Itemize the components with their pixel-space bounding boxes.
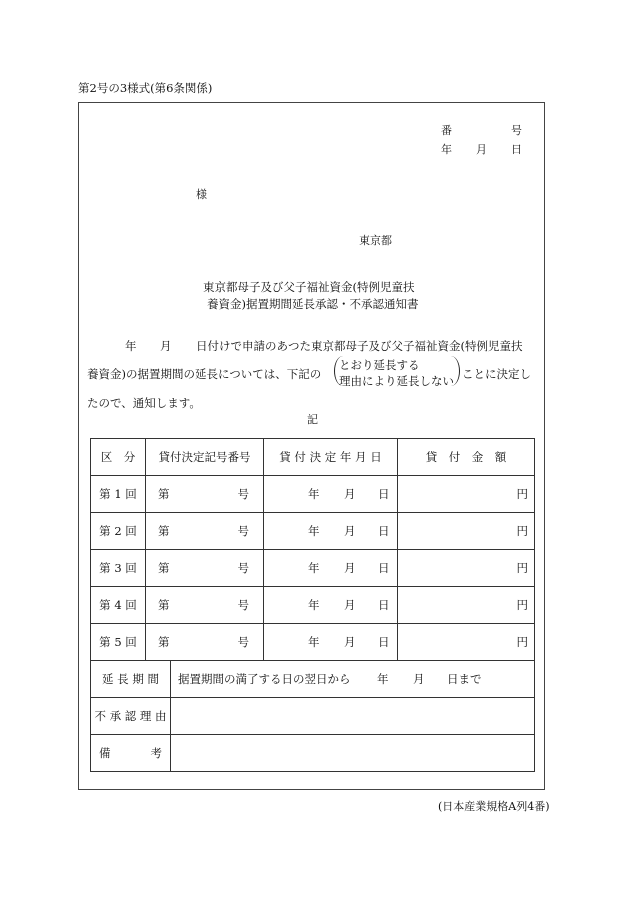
extension-label: 延 長 期 間 (91, 661, 171, 698)
extension-text: 据置期間の満了する日の翌日から (178, 672, 351, 686)
body-line-3: たので、通知します。 (87, 396, 201, 410)
date-month: 月 (476, 143, 487, 156)
extension-year: 年 (377, 672, 389, 686)
table-row (91, 550, 535, 587)
choice-not-extend: 理由により延長しない (339, 374, 454, 388)
year-text: 年 (308, 561, 320, 575)
remarks-label (91, 735, 171, 772)
table-header-row (91, 439, 535, 476)
row-label: 第 1 回 (91, 476, 146, 513)
table-row (91, 587, 535, 624)
day-text: 日 (378, 561, 390, 575)
paper-size-note: (日本産業規格A列4番) (438, 800, 550, 813)
loan-date-cell (264, 513, 398, 550)
loan-number-cell (146, 624, 264, 661)
month-text: 月 (344, 524, 356, 538)
amount-cell: 円 (398, 550, 535, 587)
number-label-1: 番 (441, 124, 452, 137)
dai-text: 第 (158, 635, 170, 649)
loan-table (90, 438, 535, 772)
table-row (91, 624, 535, 661)
row-label: 第 3 回 (91, 550, 146, 587)
body-year: 年 (125, 339, 137, 353)
dai-text: 第 (158, 598, 170, 612)
dai-text: 第 (158, 524, 170, 538)
amount-cell: 円 (398, 624, 535, 661)
year-text: 年 (308, 635, 320, 649)
year-text: 年 (308, 487, 320, 501)
go-text: 号 (237, 635, 249, 649)
loan-number-cell (146, 476, 264, 513)
extension-month: 月 (413, 672, 425, 686)
day-text: 日 (378, 635, 390, 649)
month-text: 月 (344, 561, 356, 575)
title-line-1: 東京都母子及び父子福祉資金(特例児童扶 (203, 280, 415, 294)
form-id: 第2号の3様式(第6条関係) (78, 81, 213, 95)
title-line-2: 養資金)据置期間延長承認・不承認通知書 (207, 297, 419, 311)
header-amount: 貸 付 金 額 (398, 439, 535, 476)
year-text: 年 (308, 524, 320, 538)
ki-heading: 記 (307, 413, 318, 426)
amount-cell: 円 (398, 587, 535, 624)
reason-value (171, 698, 535, 735)
loan-number-cell (146, 587, 264, 624)
issuer: 東京都 (359, 234, 392, 247)
extension-day-until: 日まで (447, 672, 482, 686)
dai-text: 第 (158, 487, 170, 501)
day-text: 日 (378, 598, 390, 612)
date-day: 日 (511, 143, 522, 156)
day-text: 日 (378, 487, 390, 501)
remarks-label-2: 考 (150, 746, 162, 760)
loan-number-cell (146, 513, 264, 550)
choice-extend: とおり延長する (339, 358, 420, 372)
row-label: 第 5 回 (91, 624, 146, 661)
loan-number-cell (146, 550, 264, 587)
row-label: 第 2 回 (91, 513, 146, 550)
body-line-1: 日付けで申請のあつた東京都母子及び父子福祉資金(特例児童扶 (196, 339, 523, 353)
body-line-2-before: 養資金)の据置期間の延長については、下記の (87, 367, 322, 381)
go-text: 号 (237, 561, 249, 575)
reason-label: 不 承 認 理 由 (91, 698, 171, 735)
loan-date-cell (264, 624, 398, 661)
loan-date-cell (264, 587, 398, 624)
year-text: 年 (308, 598, 320, 612)
month-text: 月 (344, 635, 356, 649)
date-year: 年 (441, 143, 452, 156)
remarks-label-1: 備 (99, 746, 111, 760)
go-text: 号 (237, 524, 249, 538)
remarks-row (91, 735, 535, 772)
month-text: 月 (344, 598, 356, 612)
row-label: 第 4 回 (91, 587, 146, 624)
table-row (91, 513, 535, 550)
go-text: 号 (237, 487, 249, 501)
go-text: 号 (237, 598, 249, 612)
day-text: 日 (378, 524, 390, 538)
header-loan-number: 貸付決定記号番号 (146, 439, 264, 476)
body-line-2-after: ことに決定し (462, 367, 531, 381)
reason-row (91, 698, 535, 735)
body-month: 月 (160, 339, 172, 353)
loan-date-cell (264, 550, 398, 587)
extension-value (171, 661, 535, 698)
extension-row (91, 661, 535, 698)
remarks-value (171, 735, 535, 772)
amount-cell: 円 (398, 476, 535, 513)
amount-cell: 円 (398, 513, 535, 550)
month-text: 月 (344, 487, 356, 501)
header-division: 区 分 (91, 439, 146, 476)
loan-date-cell (264, 476, 398, 513)
addressee-suffix: 様 (196, 188, 207, 201)
header-loan-date: 貸 付 決 定 年 月 日 (264, 439, 398, 476)
number-label-2: 号 (511, 124, 522, 137)
table-row (91, 476, 535, 513)
dai-text: 第 (158, 561, 170, 575)
